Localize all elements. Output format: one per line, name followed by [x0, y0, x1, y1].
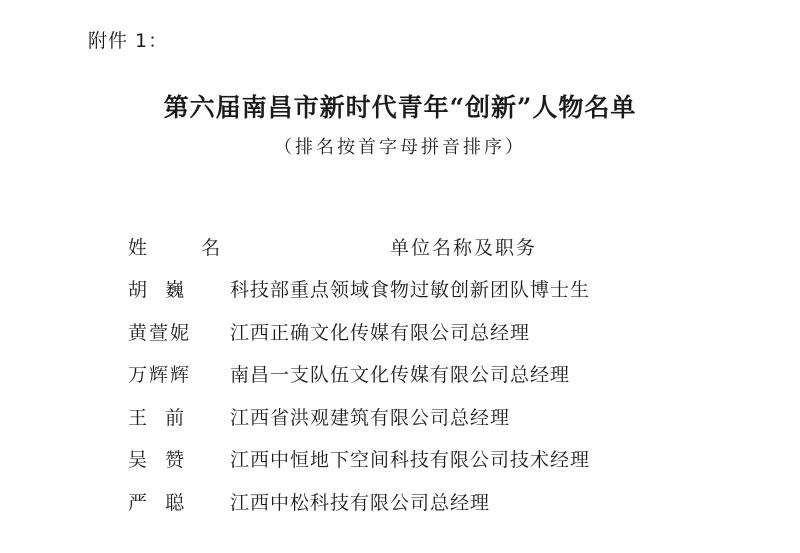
list-item [128, 268, 748, 311]
document-title: 第六届南昌市新时代青年“创新”人物名单 [163, 93, 637, 122]
person-name: 万辉辉 [128, 364, 192, 387]
list-header [128, 225, 748, 268]
document-subtitle: （排名按首字母拼音排序） [274, 137, 526, 158]
person-name: 王 前 [128, 406, 187, 429]
person-org: 南昌一支队伍文化传媒有限公司总经理 [230, 364, 571, 387]
list-item [128, 353, 748, 396]
person-name: 胡 巍 [128, 279, 187, 302]
person-name: 吴 赞 [128, 449, 187, 472]
list-item [128, 438, 748, 481]
header-name: 姓 名 [128, 236, 235, 259]
name-list [128, 225, 748, 523]
person-name: 黄萱妮 [128, 321, 192, 344]
header-org: 单位名称及职务 [390, 236, 538, 259]
person-org: 科技部重点领域食物过敏创新团队博士生 [230, 279, 591, 302]
person-org: 江西正确文化传媒有限公司总经理 [230, 321, 531, 344]
list-item [128, 310, 748, 353]
person-org: 江西中恒地下空间科技有限公司技术经理 [230, 449, 591, 472]
person-org: 江西省洪观建筑有限公司总经理 [230, 406, 511, 429]
list-item [128, 395, 748, 438]
person-name: 严 聪 [128, 491, 187, 514]
person-org: 江西中松科技有限公司总经理 [230, 491, 491, 514]
attachment-label: 附件 1： [88, 30, 169, 52]
list-item [128, 480, 748, 523]
